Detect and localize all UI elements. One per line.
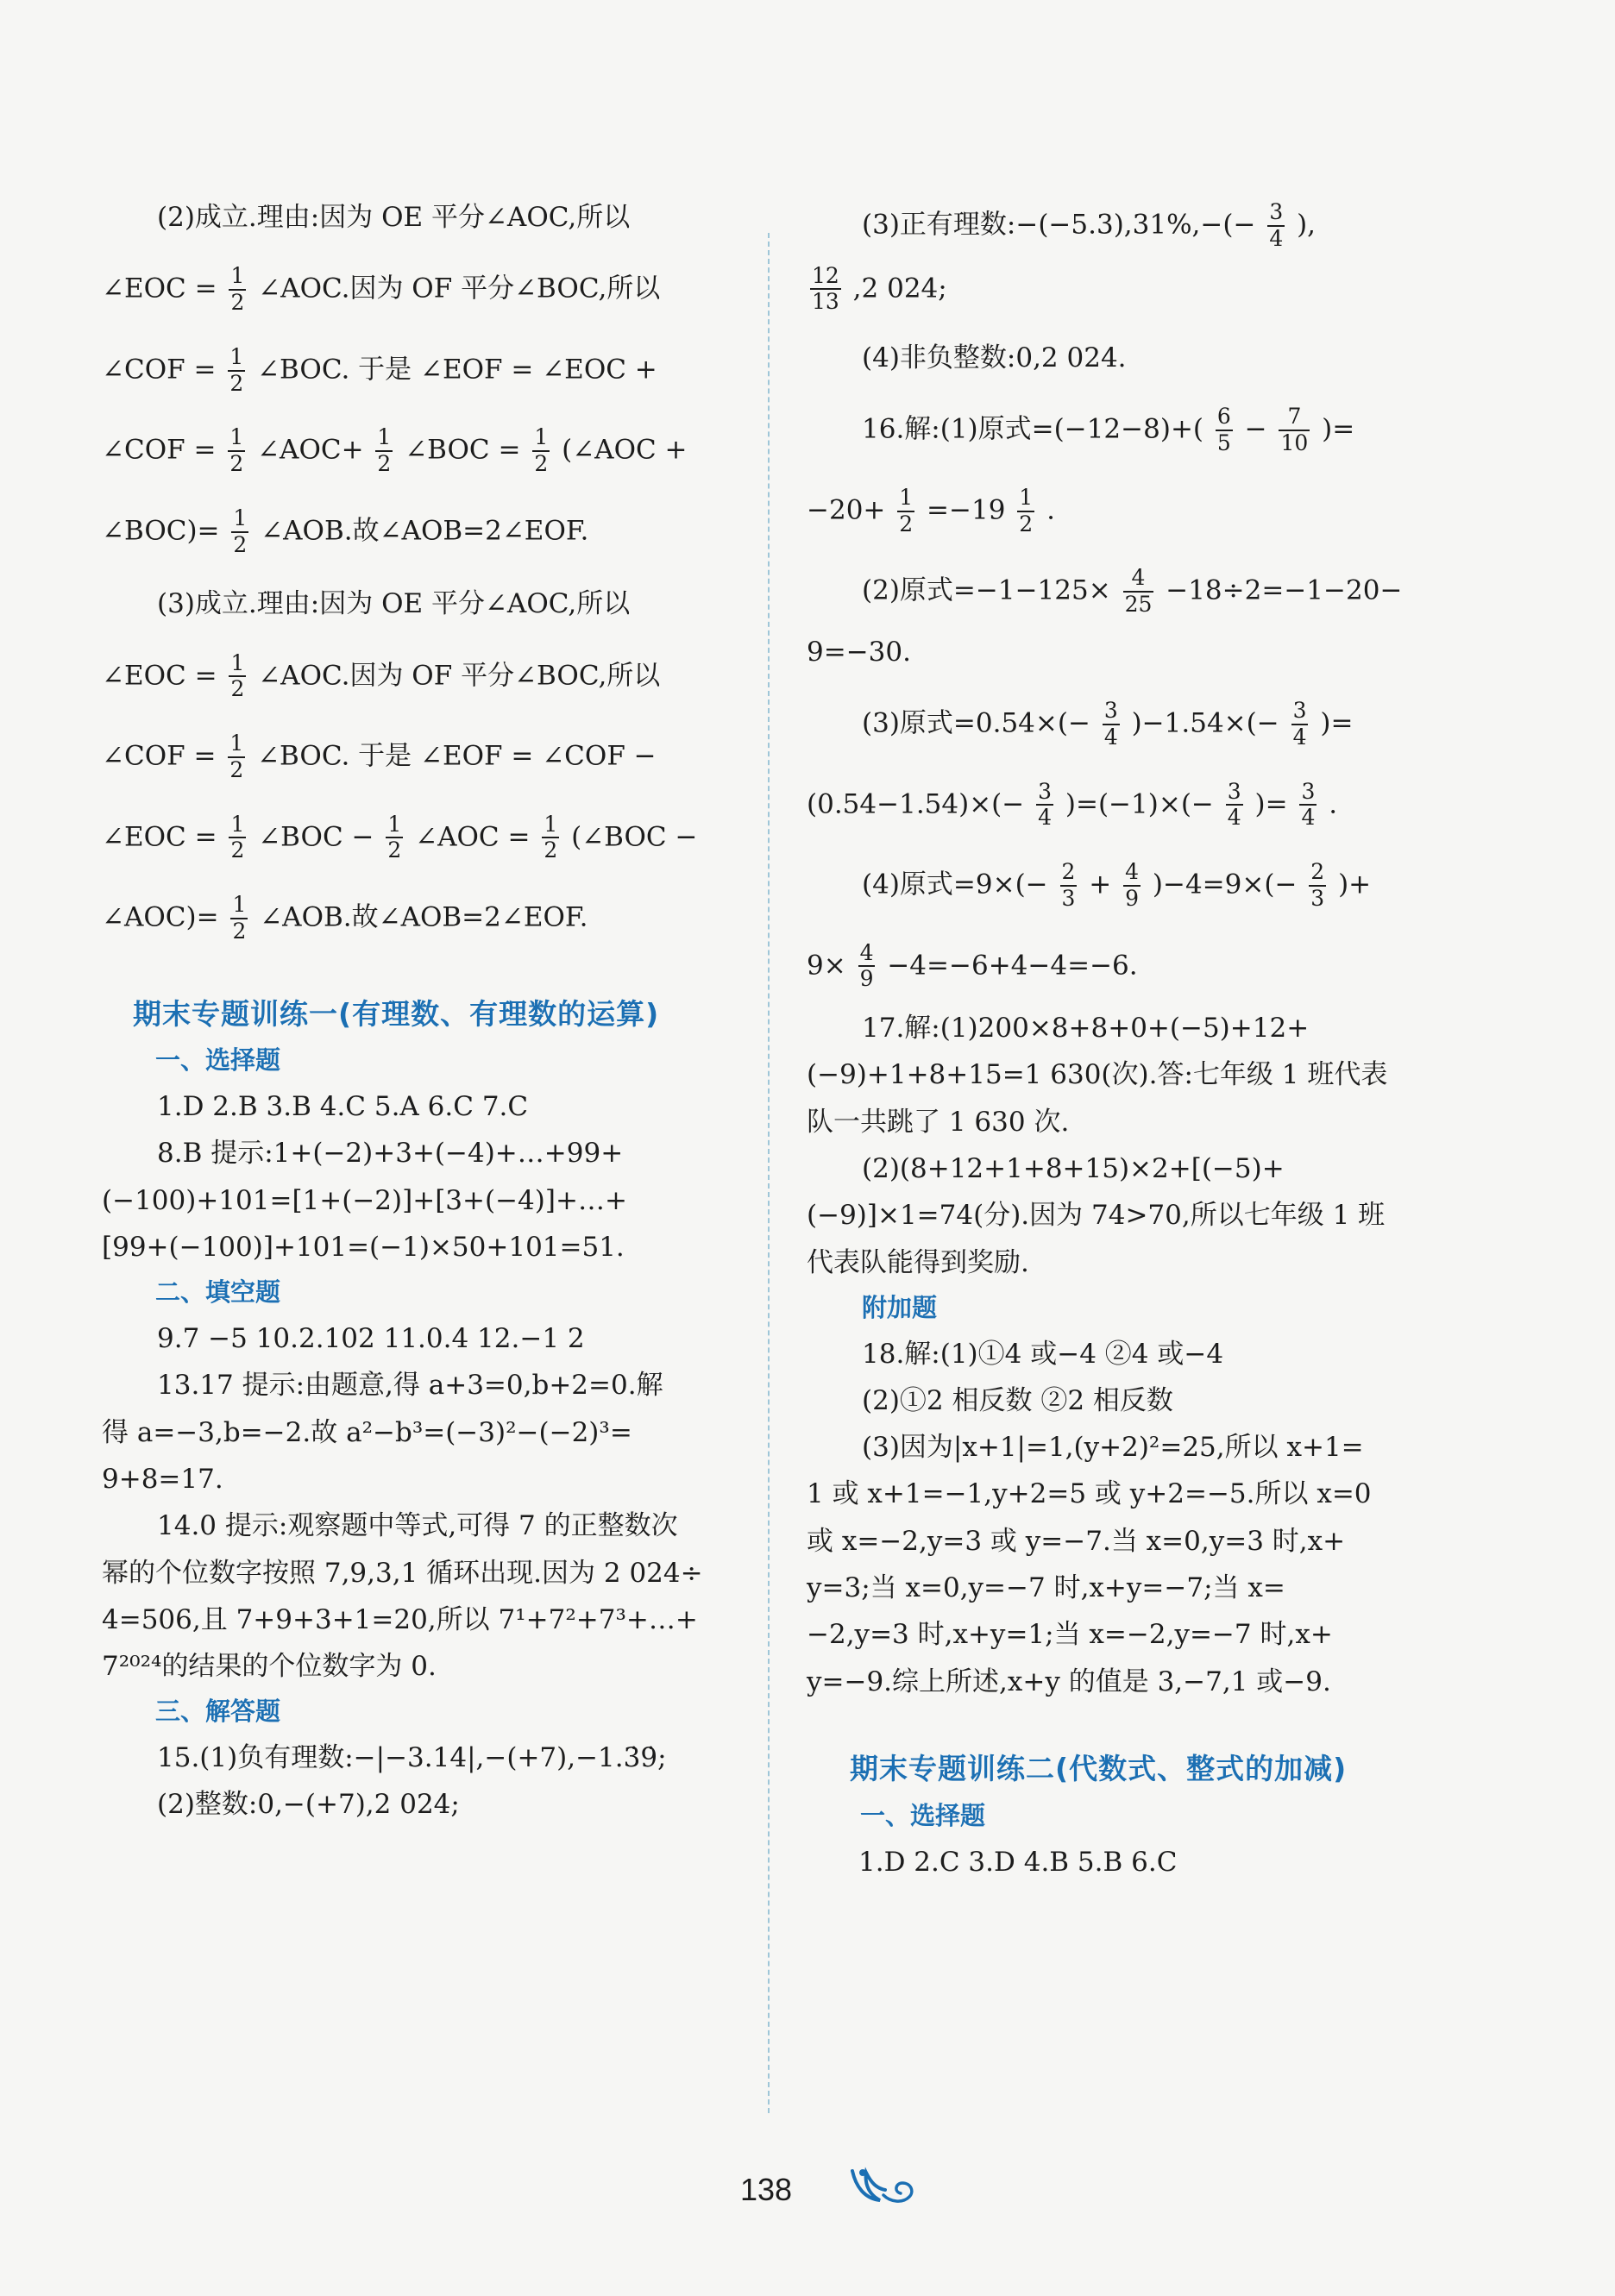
choice-answers: 1.D 2.B 3.B 4.C 5.A 6.C 7.C [157, 1091, 529, 1123]
numerator: 1 [1017, 486, 1034, 512]
denominator: 3 [1061, 885, 1076, 911]
numerator: 2 [1060, 860, 1078, 887]
text: (3)原式=0.54×(− [862, 707, 1090, 739]
q18-part3-line-4: y=3;当 x=0,y=−7 时,x+y=−7;当 x= [807, 1572, 1285, 1604]
fraction-4-25 [1123, 566, 1154, 618]
q13-line-2: 得 a=−3,b=−2.故 a²−b³=(−3)²−(−2)³= [102, 1416, 632, 1448]
denominator: 4 [1269, 225, 1284, 251]
fraction-half [228, 731, 245, 783]
fraction-half [228, 345, 245, 397]
text: ∠BOC)= [102, 515, 220, 547]
q15-line: 15.(1)负有理数:−|−3.14|,−(+7),−1.3̇9̇; [157, 1742, 667, 1774]
numerator: 4 [858, 941, 876, 968]
diff-line [102, 812, 792, 864]
numerator: 1 [229, 812, 246, 839]
q13-line-3: 9+8=17. [102, 1463, 223, 1495]
cof-line-2 [102, 731, 792, 783]
q17-line-3: 队一共跳了 1 630 次. [807, 1106, 1070, 1138]
text: (3)正有理数:−(−5.3),31%,−(− [862, 209, 1256, 241]
text: ∠EOC = [102, 659, 217, 691]
numerator: 1 [542, 812, 559, 839]
text: )+ [1338, 869, 1372, 900]
numerator: 1 [229, 651, 246, 678]
numerator: 1 [386, 812, 403, 839]
q16-part4-line [807, 860, 1454, 912]
numerator: 1 [228, 345, 245, 372]
fraction-12-13 [810, 264, 841, 316]
q17-part2-line: (2)(8+12+1+8+15)×2+[(−5)+ [862, 1152, 1285, 1184]
denominator: 2 [230, 290, 245, 316]
denominator: 25 [1124, 592, 1153, 618]
fraction-three-fourths [1226, 780, 1243, 831]
denominator: 2 [899, 511, 914, 536]
denominator: 2 [229, 370, 244, 396]
denominator: 2 [377, 451, 392, 477]
numerator: 1 [228, 425, 245, 452]
numerator: 1 [229, 264, 246, 291]
q14-line-4: 7²⁰²⁴的结果的个位数字为 0. [102, 1651, 437, 1683]
q15-line-2: (2)整数:0,−(+7),2 024; [157, 1789, 460, 1821]
denominator: 2 [544, 837, 558, 863]
q18-part3-line-3: 或 x=−2,y=3 或 y=−7.当 x=0,y=3 时,x+ [807, 1525, 1346, 1557]
fraction-half [229, 651, 246, 703]
fraction-half [532, 425, 550, 477]
denominator: 2 [1019, 511, 1034, 536]
numerator: 1 [230, 893, 248, 919]
fraction-half [542, 812, 559, 864]
numerator: 4 [1123, 860, 1141, 887]
text: (∠BOC − [571, 820, 698, 852]
fraction-4-9 [1123, 860, 1141, 912]
text: −18÷2=−1−20− [1166, 574, 1403, 606]
numerator: 3 [1226, 780, 1243, 806]
section-title-2: 期末专题训练二(代数式、整式的加减) [850, 1751, 1348, 1785]
text: )= [1322, 413, 1355, 445]
numerator: 1 [375, 425, 393, 452]
q18-part3-line-2: 1 或 x+1=−1,y+2=5 或 y+2=−5.所以 x=0 [807, 1478, 1372, 1510]
q16-line [807, 405, 1454, 456]
cof-line [102, 345, 792, 397]
conclusion-line-2 [102, 893, 792, 944]
q16-line-2 [807, 486, 1454, 537]
subsection-choice: 一、选择题 [155, 1045, 281, 1076]
numerator: 3 [1267, 200, 1285, 227]
text: ∠AOC+ [257, 434, 364, 466]
q14-line: 14.0 提示:观察题中等式,可得 7 的正整数次 [157, 1510, 678, 1542]
q16-part4-line-2 [807, 941, 1454, 993]
q8-line-3: [99+(−100)]+101=(−1)×50+101=51. [102, 1232, 625, 1264]
numerator: 1 [228, 731, 245, 758]
denominator: 2 [230, 676, 245, 702]
text: )= [1320, 707, 1354, 739]
text: ,2 024; [852, 272, 947, 304]
text: ∠AOB.故∠AOB=2∠EOF. [260, 901, 588, 933]
text: ∠COF = [102, 434, 217, 466]
text: )= [1254, 787, 1288, 819]
numerator: 3 [1299, 780, 1317, 806]
text: ∠BOC − [258, 820, 374, 852]
positive-rational-line [807, 200, 1454, 252]
text: ∠EOC = [102, 820, 217, 852]
fraction-three-fourths [1299, 780, 1317, 831]
text: ), [1297, 209, 1317, 241]
text: . [1046, 494, 1055, 526]
fraction-6-5 [1216, 405, 1233, 456]
text: ∠BOC. 于是 ∠EOF = ∠EOC + [257, 354, 657, 386]
fraction-half [229, 264, 246, 316]
denominator: 2 [232, 918, 247, 944]
text: −4=−6+4−4=−6. [887, 949, 1138, 981]
fraction-three-fourths [1291, 699, 1309, 750]
numerator: 1 [532, 425, 550, 452]
text: ∠COF = [102, 740, 217, 772]
subsection-solve: 三、解答题 [155, 1697, 281, 1727]
text: ∠COF = [102, 354, 217, 386]
fraction-half [231, 506, 248, 558]
column-divider [768, 233, 770, 2113]
q18-part3-line: (3)因为|x+1|=1,(y+2)²=25,所以 x+1= [862, 1432, 1364, 1464]
fraction-4-9 [858, 941, 876, 993]
text: − [1244, 413, 1267, 445]
extra-title: 附加题 [862, 1292, 938, 1322]
denominator: 4 [1301, 805, 1316, 831]
numerator: 7 [1279, 405, 1310, 431]
text: ∠AOC = [415, 820, 531, 852]
text: (4)原式=9×(− [862, 869, 1048, 900]
numerator: 4 [1123, 566, 1154, 593]
positive-rational-line-2 [807, 264, 1454, 316]
text: )−1.54×(− [1131, 707, 1279, 739]
q16-part3-line-2 [807, 780, 1454, 831]
q17-part2-line-3: 代表队能得到奖励. [807, 1246, 1029, 1278]
text: ∠AOC.因为 OF 平分∠BOC,所以 [258, 659, 661, 691]
text: ∠BOC. 于是 ∠EOF = ∠COF − [257, 740, 657, 772]
q14-part2-line: (2)成立.理由:因为 OE 平分∠AOC,所以 [157, 202, 631, 233]
denominator: 4 [1227, 805, 1241, 831]
denominator: 2 [229, 756, 244, 782]
section-title-1: 期末专题训练一(有理数、有理数的运算) [133, 996, 660, 1031]
q16-part2-line-2: 9=−30. [807, 636, 911, 668]
q18-part3-line-6: y=−9.综上所述,x+y 的值是 3,−7,1 或−9. [807, 1666, 1331, 1697]
q17-line-2: (−9)+1+8+15=1 630(次).答:七年级 1 班代表 [807, 1059, 1388, 1091]
q16-part3-line [807, 699, 1454, 750]
wave-logo-icon [845, 2161, 925, 2211]
denominator: 9 [1125, 885, 1140, 911]
denominator: 10 [1280, 430, 1309, 456]
denominator: 2 [230, 837, 245, 863]
fill-answers: 9.7 −5 10.2.102 11.0.4 12.−1 2 [157, 1323, 585, 1355]
q16-part2-line [807, 566, 1454, 618]
fraction-2-3 [1309, 860, 1326, 912]
q18-part3-line-5: −2,y=3 时,x+y=1;当 x=−2,y=−7 时,x+ [807, 1619, 1333, 1651]
left-column [102, 200, 792, 1822]
fraction-half [386, 812, 403, 864]
conclusion-line [102, 506, 792, 558]
numerator: 3 [1103, 699, 1120, 725]
text: ∠EOC = [102, 273, 217, 304]
fraction-7-10 [1279, 405, 1310, 456]
fraction-2-3 [1060, 860, 1078, 912]
subsection-fill: 二、填空题 [155, 1277, 281, 1308]
text: 9× [807, 949, 846, 981]
part3-line: (3)成立.理由:因为 OE 平分∠AOC,所以 [157, 588, 631, 620]
page-number: 138 [740, 2172, 793, 2207]
text: + [1089, 869, 1112, 900]
denominator: 2 [229, 451, 244, 477]
fraction-half [1017, 486, 1034, 537]
fraction-half [897, 486, 914, 537]
text: )=(−1)×(− [1065, 787, 1214, 819]
text: 16.解:(1)原式=(−12−8)+( [862, 413, 1204, 445]
sum-line [102, 425, 792, 477]
fraction-three-fourths [1103, 699, 1120, 750]
q13-line: 13.17 提示:由题意,得 a+3=0,b+2=0.解 [157, 1370, 663, 1402]
text: )−4=9×(− [1152, 869, 1298, 900]
q14-line-3: 4=506,且 7+9+3+1=20,所以 7¹+7²+7³+…+ [102, 1603, 698, 1635]
q14-line-2: 幂的个位数字按照 7,9,3,1 循环出现.因为 2 024÷ [102, 1557, 703, 1589]
fraction-half [228, 425, 245, 477]
eoc-line [102, 264, 792, 316]
numerator: 3 [1291, 699, 1309, 725]
numerator: 1 [231, 506, 248, 533]
numerator: 3 [1036, 780, 1053, 806]
text: (0.54−1.54)×(− [807, 787, 1025, 819]
denominator: 4 [1292, 724, 1307, 750]
denominator: 2 [387, 837, 402, 863]
denominator: 5 [1216, 430, 1231, 456]
denominator: 4 [1103, 724, 1118, 750]
text: (∠AOC + [562, 434, 688, 466]
text: ∠AOC)= [102, 901, 219, 933]
q17-part2-line-2: (−9)]×1=74(分).因为 74>70,所以七年级 1 班 [807, 1200, 1386, 1232]
text: −20+ [807, 494, 886, 526]
denominator: 9 [859, 966, 874, 992]
q8-line-2: (−100)+101=[1+(−2)]+[3+(−4)]+…+ [102, 1184, 627, 1216]
q18-part2-line: (2)①2 相反数 ②2 相反数 [862, 1384, 1173, 1416]
numerator: 12 [810, 264, 841, 291]
fraction-half [230, 893, 248, 944]
q17-line: 17.解:(1)200×8+8+0+(−5)+12+ [862, 1013, 1310, 1044]
fraction-half [229, 812, 246, 864]
denominator: 13 [812, 289, 839, 315]
q18-line: 18.解:(1)①4 或−4 ②4 或−4 [862, 1338, 1224, 1370]
eoc-line-2 [102, 651, 792, 703]
text: ∠AOC.因为 OF 平分∠BOC,所以 [258, 273, 661, 304]
right-column [807, 200, 1454, 1879]
fraction-half [375, 425, 393, 477]
denominator: 2 [534, 451, 549, 477]
q8-line: 8.B 提示:1+(−2)+3+(−4)+…+99+ [157, 1138, 624, 1170]
numerator: 2 [1309, 860, 1326, 887]
fraction-three-fourths [1267, 200, 1285, 252]
choice-answers-2: 1.D 2.C 3.D 4.B 5.B 6.C [858, 1846, 1178, 1878]
subsection-choice-2: 一、选择题 [860, 1800, 986, 1830]
numerator: 1 [897, 486, 914, 512]
denominator: 2 [233, 531, 248, 557]
denominator: 3 [1310, 885, 1325, 911]
text: ∠AOB.故∠AOB=2∠EOF. [261, 515, 589, 547]
text: (2)原式=−1−125× [862, 574, 1111, 606]
text: . [1329, 787, 1338, 819]
denominator: 4 [1038, 805, 1053, 831]
fraction-three-fourths [1036, 780, 1053, 831]
text: ∠BOC = [405, 434, 521, 466]
nonneg-int-line: (4)非负整数:0,2 024. [862, 342, 1127, 373]
text: =−19 [927, 494, 1006, 526]
numerator: 6 [1216, 405, 1233, 431]
